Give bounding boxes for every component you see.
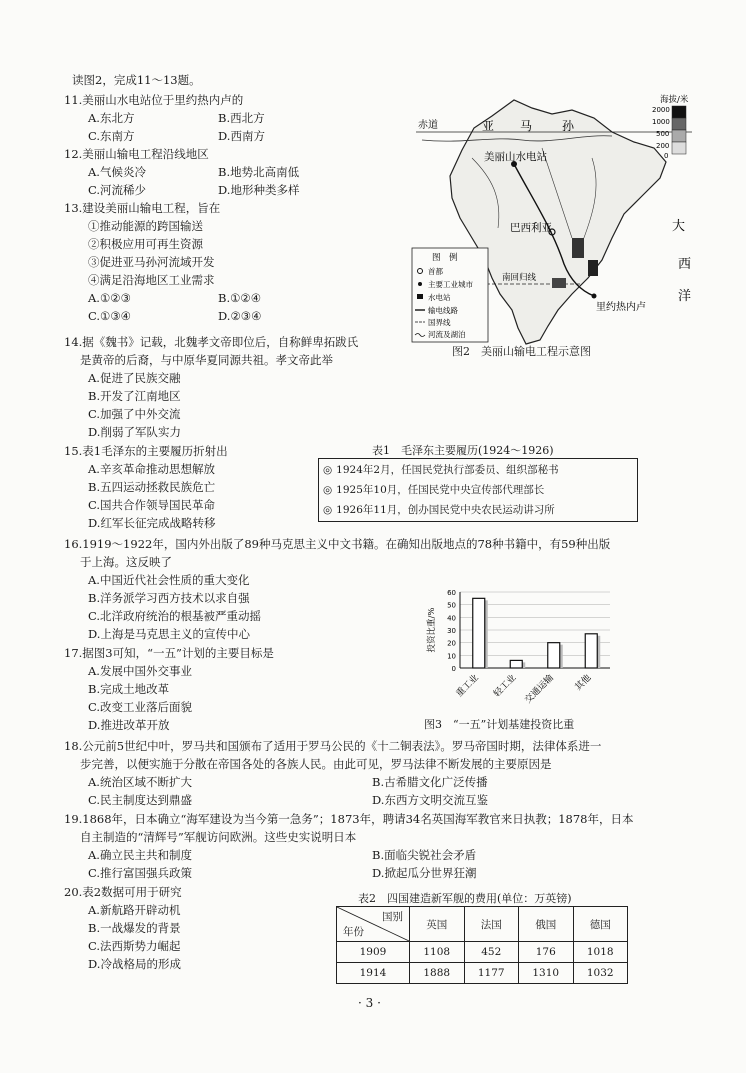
q11-option-b: B.西北方 — [218, 111, 265, 125]
question-18-stem-2: 步完善，以便实施于分散在帝国各处的各族人民。由此可见，罗马法律不断发展的主要原因是 — [80, 757, 552, 771]
chart-category-label: 其他 — [573, 673, 594, 693]
highland-2 — [588, 260, 598, 276]
question-16-stem-2: 于上海。这反映了 — [80, 555, 172, 569]
q13-item-2: ②积极应用可再生资源 — [88, 237, 203, 251]
q14-option-c: C.加强了中外交流 — [88, 407, 181, 421]
q17-option-a: A.发展中国外交事业 — [88, 664, 192, 678]
elevation-legend-title: 海拔/米 — [660, 95, 689, 105]
q11-option-d: D.西南方 — [218, 129, 265, 143]
q16-option-d: D.上海是马克思主义的宣传中心 — [88, 627, 250, 641]
ocean-label-3: 洋 — [678, 289, 692, 304]
rio-city-icon — [592, 294, 597, 299]
chart-ytick-label: 10 — [447, 652, 456, 661]
key-hydro: 水电站 — [428, 293, 451, 302]
table1-row-1: ◎ 1924年2月，任国民党执行部委员、组织部秘书 — [323, 464, 559, 476]
q12-option-d: D.地形种类多样 — [218, 183, 300, 197]
tropic-label: 南回归线 — [502, 273, 537, 283]
table2-col-de: 德国 — [573, 907, 628, 942]
table1-row-2: ◎ 1925年10月，任国民党中央宣传部代理部长 — [323, 484, 545, 496]
highland-3 — [552, 278, 566, 288]
q16-option-c: C.北洋政府统治的根基被严重动摇 — [88, 609, 262, 623]
page-number: · 3 · — [358, 996, 381, 1010]
question-19-stem-1: 19.1868年，日本确立“海军建设为当今第一急务”；1873年，聘请34名英国海军教官来日执教；1878年，日本 — [64, 812, 634, 826]
q19-option-d: D.掀起瓜分世界狂潮 — [372, 866, 477, 880]
table2-caption: 表2 四国建造新军舰的费用(单位：万英镑) — [358, 892, 572, 905]
q17-option-d: D.推进改革开放 — [88, 718, 170, 732]
q19-option-c: C.推行富国强兵政策 — [88, 866, 193, 880]
elev-200: 200 — [656, 142, 670, 150]
chart-caption: 图3 “一五”计划基建投资比重 — [424, 718, 575, 731]
q15-option-a: A.辛亥革命推动思想解放 — [88, 462, 215, 476]
question-14-stem-2: 是黄帝的后裔，与中原华夏同源共祖。孝文帝此举 — [80, 353, 333, 367]
question-13-stem: 13.建设美丽山输电工程，旨在 — [64, 201, 221, 215]
chart-bar — [473, 598, 485, 668]
chart-bar — [585, 634, 597, 668]
table1-box — [318, 458, 638, 522]
elev-0: 0 — [664, 152, 669, 160]
chart-category-label: 交通运输 — [523, 673, 556, 706]
question-14-stem-1: 14.据《魏书》记载，北魏孝文帝即位后，自称鲜卑拓跋氏 — [64, 335, 359, 349]
table2-col-uk: 英国 — [410, 907, 465, 942]
amazon-label-sun: 孙 — [562, 119, 575, 133]
ocean-label-1: 大 — [672, 219, 686, 234]
chart-ytick-label: 0 — [451, 665, 456, 673]
chart-ytick-label: 30 — [447, 627, 456, 635]
table1-row-3: ◎ 1926年11月，创办国民党中央农民运动讲习所 — [323, 504, 555, 516]
q14-option-d: D.削弱了军队实力 — [88, 425, 181, 439]
amazon-label-ya: 亚 — [482, 119, 495, 133]
intro-text: 读图2，完成11～13题。 — [72, 73, 201, 87]
key-city: 主要工业城市 — [428, 280, 473, 289]
chart-bar — [510, 660, 522, 668]
q15-option-b: B.五四运动拯救民族危亡 — [88, 480, 216, 494]
q20-option-a: A.新航路开辟动机 — [88, 903, 181, 917]
chart-ytick-label: 50 — [447, 601, 456, 610]
question-16-stem-1: 16.1919～1922年，国内外出版了89种马克思主义中文书籍。在确知出版地点的78种书籍中，有59种出版 — [64, 537, 611, 551]
q13-option-d: D.②③④ — [218, 309, 262, 323]
q12-option-b: B.地势北高南低 — [218, 165, 300, 179]
elev-1000: 1000 — [652, 118, 670, 126]
question-17-stem: 17.据图3可知，“一五”计划的主要目标是 — [64, 646, 274, 660]
q19-option-b: B.面临尖锐社会矛盾 — [372, 848, 477, 862]
map-figure-2 — [402, 88, 702, 350]
rio-label: 里约热内卢 — [596, 302, 646, 313]
table2-row: 1914 1888 1177 1310 1032 — [337, 963, 628, 984]
chart-bar — [548, 643, 560, 668]
chart-figure-3 — [420, 586, 620, 716]
q16-option-a: A.中国近代社会性质的重大变化 — [88, 573, 250, 587]
amazon-label-ma: 马 — [520, 119, 533, 133]
q13-item-1: ①推动能源的跨国输送 — [88, 219, 203, 233]
elev-500: 500 — [656, 130, 670, 138]
question-11-stem: 11.美丽山水电站位于里约热内卢的 — [64, 93, 244, 107]
table2-header-corner: 国别 年份 — [337, 907, 410, 942]
chart-ytick-label: 20 — [447, 639, 456, 648]
q14-option-a: A.促进了民族交融 — [88, 371, 181, 385]
q13-item-4: ④满足沿海地区工业需求 — [88, 273, 215, 287]
q18-option-a: A.统治区域不断扩大 — [88, 775, 192, 789]
q13-option-a: A.①②③ — [88, 291, 131, 305]
table2 — [336, 906, 628, 984]
equator-label: 赤道 — [418, 120, 438, 131]
q15-option-c: C.国共合作领导国民革命 — [88, 498, 216, 512]
ocean-label-2: 西 — [678, 257, 692, 272]
question-18-stem-1: 18.公元前5世纪中叶，罗马共和国颁布了适用于罗马公民的《十二铜表法》。罗马帝国时期，法律体系进一 — [64, 739, 602, 753]
q13-option-c: C.①③④ — [88, 309, 131, 323]
question-20-stem: 20.表2数据可用于研究 — [64, 885, 182, 899]
table2-col-ru: 俄国 — [519, 907, 574, 942]
brasilia-label: 巴西利亚 — [510, 222, 552, 234]
question-15-stem: 15.表1毛泽东的主要履历折射出 — [64, 444, 228, 458]
q17-option-c: C.改变工业落后面貌 — [88, 700, 193, 714]
question-19-stem-2: 自主制造的“清辉号”军舰访问欧洲。这些史实说明日本 — [80, 830, 357, 844]
highland-1 — [572, 238, 584, 258]
q19-option-a: A.确立民主共和制度 — [88, 848, 192, 862]
map-key-title: 图 例 — [432, 253, 458, 263]
q14-option-b: B.开发了江南地区 — [88, 389, 181, 403]
chart-category-label: 轻工业 — [492, 673, 519, 700]
q12-option-a: A.气候炎冷 — [88, 165, 146, 179]
chart-ylabel: 投资比重/% — [427, 607, 437, 653]
q13-item-3: ③促进亚马孙河流域开发 — [88, 255, 215, 269]
q18-option-c: C.民主制度达到鼎盛 — [88, 793, 193, 807]
q20-option-d: D.冷战格局的形成 — [88, 957, 181, 971]
key-capital: 首都 — [428, 267, 443, 276]
elev-2000: 2000 — [652, 106, 670, 114]
q15-option-d: D.红军长征完成战略转移 — [88, 516, 216, 530]
hydro-label: 美丽山水电站 — [484, 151, 547, 163]
key-transmission: 输电线路 — [428, 306, 458, 315]
table2-col-fr: 法国 — [464, 907, 519, 942]
table1-caption: 表1 毛泽东主要履历(1924～1926) — [372, 444, 554, 457]
map-caption: 图2 美丽山输电工程示意图 — [452, 345, 591, 358]
chart-category-label: 重工业 — [454, 673, 481, 700]
key-border: 国界线 — [428, 318, 451, 327]
q18-option-b: B.古希腊文化广泛传播 — [372, 775, 488, 789]
q13-option-b: B.①②④ — [218, 291, 262, 305]
key-river: 河流及湖泊 — [428, 330, 466, 339]
table2-row: 1909 1108 452 176 1018 — [337, 942, 628, 963]
chart-ytick-label: 60 — [447, 589, 456, 597]
q11-option-a: A.东北方 — [88, 111, 135, 125]
chart-ytick-label: 40 — [447, 614, 456, 623]
q12-option-c: C.河流稀少 — [88, 183, 147, 197]
question-12-stem: 12.美丽山输电工程沿线地区 — [64, 147, 209, 161]
q16-option-b: B.洋务派学习西方技术以求自强 — [88, 591, 250, 605]
q20-option-b: B.一战爆发的背景 — [88, 921, 181, 935]
q20-option-c: C.法西斯势力崛起 — [88, 939, 181, 953]
q18-option-d: D.东西方文明交流互鉴 — [372, 793, 488, 807]
q17-option-b: B.完成土地改革 — [88, 682, 170, 696]
q11-option-c: C.东南方 — [88, 129, 135, 143]
